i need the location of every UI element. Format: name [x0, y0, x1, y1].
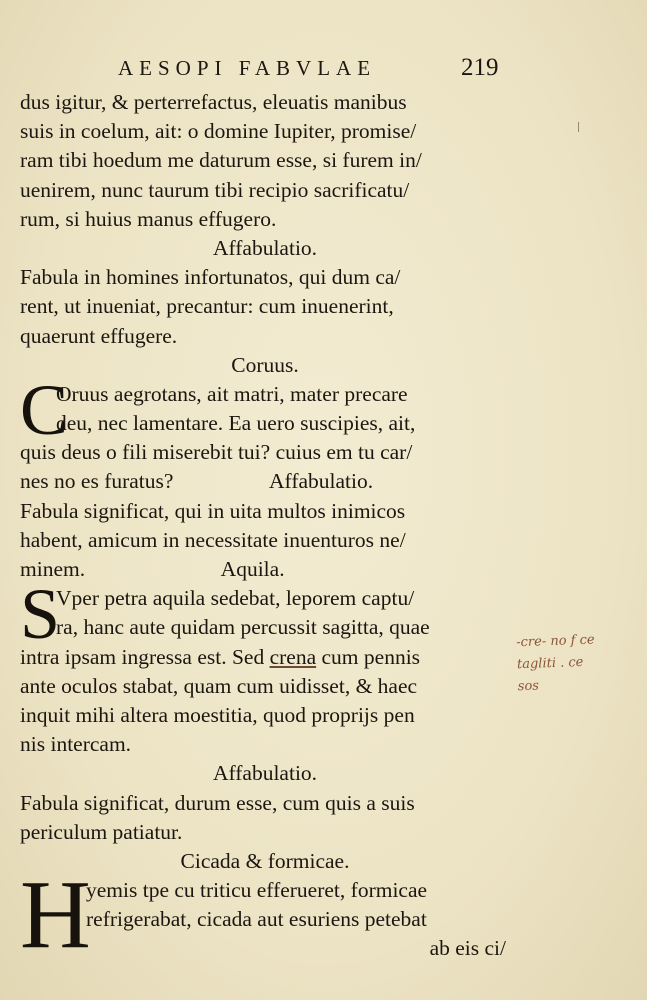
fable-title-corvus: Coruus.	[231, 352, 299, 377]
affabulatio-heading: Affabulatio.	[212, 761, 318, 786]
text-line: inquit mihi altera moestitia, quod proprijs pen	[20, 702, 415, 727]
text-line: ante oculos stabat, quam cum uidisset, & haec	[20, 673, 418, 698]
fable-title-aquila: Aquila.	[220, 557, 285, 581]
text-line: nis intercam.	[20, 732, 132, 757]
text-line: Fabula significat, qui in uita multos inimicos	[20, 498, 406, 523]
handwritten-marginalia	[516, 628, 646, 698]
fable-aquila	[20, 574, 510, 759]
text-line	[20, 467, 510, 496]
text-line: yemis tpe cu triticu efferueret, formicae	[86, 878, 428, 903]
text-segment: minem.	[20, 557, 86, 581]
text-line: rent, ut inueniat, precantur: cum inuenerint,	[20, 294, 394, 319]
affabulatio-heading: Affabulatio.	[269, 469, 374, 494]
text-line: intra ipsam ingressa est. Sed crena cum pennis	[20, 644, 421, 669]
underlined-word: crena	[269, 644, 317, 669]
text-line: suis in coelum, ait: o domine Iupiter, promise/	[20, 119, 417, 144]
page-number: 219	[461, 54, 499, 81]
marginalia-line: -cre- no f ce	[515, 632, 595, 651]
drop-cap: S	[20, 574, 61, 655]
text-line: rum, si huius manus effugero.	[20, 206, 277, 231]
fable-cicada	[20, 861, 510, 970]
margin-mark	[578, 122, 579, 132]
text-line: dus igitur, & perterrefactus, eleuatis manibus	[20, 90, 407, 114]
text-line: deu, nec lamentare. Ea uero suscipies, ait,	[56, 411, 416, 436]
text-line: quaerunt effugere.	[20, 323, 178, 348]
drop-cap: C	[20, 369, 69, 450]
fable-title-cicada: Cicada & formicae.	[180, 848, 350, 873]
text-line: uenirem, nunc taurum tibi recipio sacrificatu/	[20, 177, 410, 202]
text-line: Vper petra aquila sedebat, leporem captu/	[56, 586, 415, 611]
text-line: ra, hanc aute quidam percussit sagitta, quae	[56, 615, 430, 640]
text-line: periculum patiatur.	[20, 819, 183, 844]
affabulatio-heading: Affabulatio.	[212, 235, 318, 260]
marginalia-line: tagliti . ce	[516, 654, 584, 673]
text-line: Oruus aegrotans, ait matri, mater precare	[56, 381, 408, 406]
page-header	[0, 54, 647, 88]
text-block	[20, 88, 510, 970]
text-line: ab eis ci/	[429, 936, 506, 961]
text-line: refrigerabat, cicada aut esuriens petebat	[86, 907, 427, 932]
text-line	[20, 555, 510, 584]
running-head: AESOPI FABVLAE	[118, 56, 377, 80]
marginalia-line: sos	[517, 678, 540, 695]
text-line: Fabula in homines infortunatos, qui dum ca/	[20, 265, 401, 290]
text-line: habent, amicum in necessitate inuenturos ne/	[20, 527, 406, 552]
text-line: Fabula significat, durum esse, cum quis a suis	[20, 790, 415, 815]
drop-cap: H	[20, 861, 91, 970]
fable-corvus	[20, 369, 510, 497]
text-line: quis deus o fili miserebit tui? cuius em tu car/	[20, 440, 413, 465]
text-segment: nes no es furatus?	[20, 469, 174, 494]
text-line: ram tibi hoedum me daturum esse, si furem in/	[20, 148, 422, 173]
